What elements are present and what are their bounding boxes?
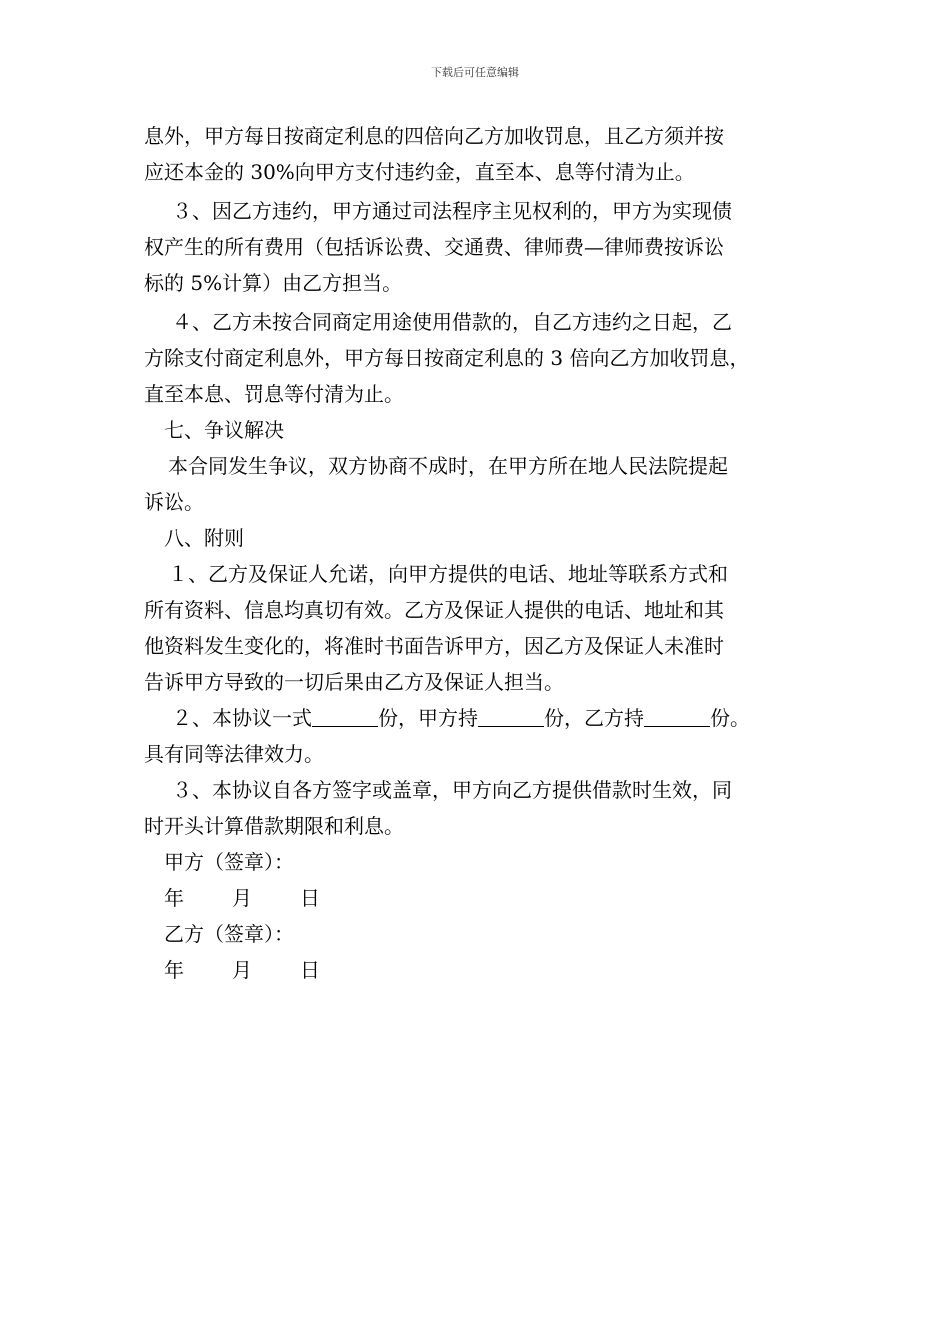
clause-text: 份，乙方持 xyxy=(544,706,644,730)
clause-4-line: ４、乙方未按合同商定用途使用借款的，自乙方违约之日起，乙 xyxy=(172,310,732,334)
text-line: 直至本息、罚息等付清为止。 xyxy=(144,382,404,406)
section-heading-appendix: 八、附则 xyxy=(164,526,244,550)
party-a-copies-blank[interactable] xyxy=(478,706,544,727)
text-line: 息外，甲方每日按商定利息的四倍向乙方加收罚息，且乙方须并按 xyxy=(144,124,724,148)
clause-text: 份，甲方持 xyxy=(378,706,478,730)
appendix-clause-3-line: ３、本协议自各方签字或盖章，甲方向乙方提供借款时生效，同 xyxy=(172,778,732,802)
text-line: 本合同发生争议，双方协商不成时，在甲方所在地人民法院提起 xyxy=(168,454,728,478)
clause-text: ２、本协议一式 xyxy=(172,706,312,730)
text-line: 权产生的所有费用（包括诉讼费、交通费、律师费—律师费按诉讼 xyxy=(144,235,724,259)
text-line: 告诉甲方导致的一切后果由乙方及保证人担当。 xyxy=(144,670,564,694)
contract-body xyxy=(144,118,816,988)
year-label: 年 xyxy=(164,886,184,910)
year-label: 年 xyxy=(164,958,184,982)
clause-3-line: ３、因乙方违约，甲方通过司法程序主见权利的，甲方为实现债 xyxy=(172,199,732,223)
text-line: 应还本金的 30%向甲方支付违约金，直至本、息等付清为止。 xyxy=(144,160,695,184)
party-b-signature-label: 乙方（签章）： xyxy=(164,922,294,946)
party-b-copies-blank[interactable] xyxy=(644,706,710,727)
copies-total-blank[interactable] xyxy=(312,706,378,727)
month-label: 月 xyxy=(232,958,252,982)
section-heading-dispute: 七、争议解决 xyxy=(164,418,284,442)
text-line: 时开头计算借款期限和利息。 xyxy=(144,814,404,838)
party-b-date xyxy=(144,952,816,988)
party-a-signature-label: 甲方（签章）： xyxy=(164,850,294,874)
day-label: 日 xyxy=(300,886,320,910)
text-line: 他资料发生变化的，将准时书面告诉甲方，因乙方及保证人未准时 xyxy=(144,634,724,658)
day-label: 日 xyxy=(300,958,320,982)
text-line: 标的 5%计算）由乙方担当。 xyxy=(144,271,403,295)
text-line: 具有同等法律效力。 xyxy=(144,742,324,766)
text-line: 诉讼。 xyxy=(144,490,204,514)
party-a-date xyxy=(144,880,816,916)
month-label: 月 xyxy=(232,886,252,910)
page-header: 下载后可任意编辑 xyxy=(431,66,519,79)
text-line: 方除支付商定利息外，甲方每日按商定利息的 3 倍向乙方加收罚息， xyxy=(144,346,750,370)
appendix-clause-1-line: １、乙方及保证人允诺，向甲方提供的电话、地址等联系方式和 xyxy=(168,562,728,586)
clause-text: 份。 xyxy=(710,706,750,730)
text-line: 所有资料、信息均真切有效。乙方及保证人提供的电话、地址和其 xyxy=(144,598,724,622)
appendix-clause-2-line xyxy=(144,700,816,736)
